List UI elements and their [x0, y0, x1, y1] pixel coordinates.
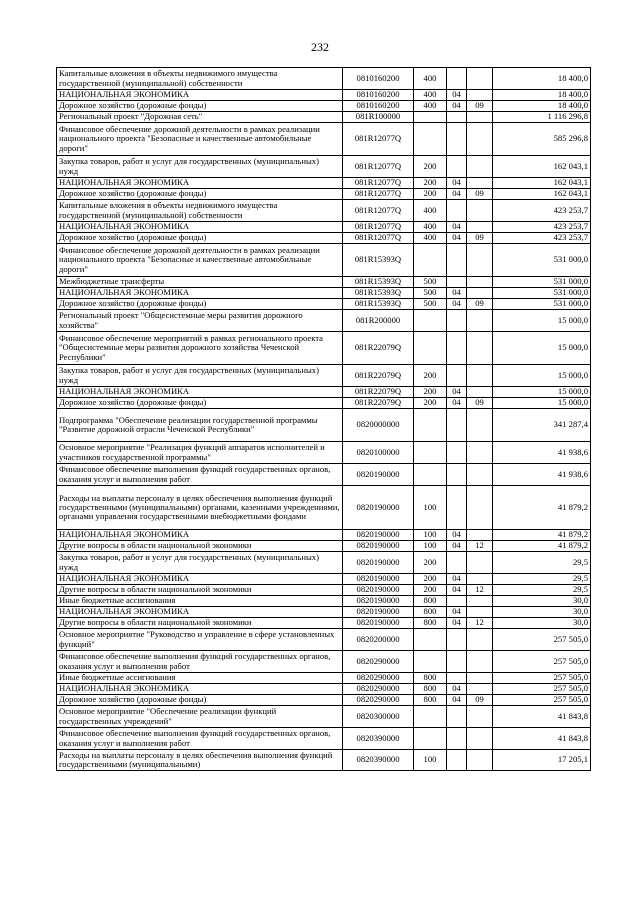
row-name-cell: Закупка товаров, работ и услуг для государственных (муниципальных) нужд [57, 552, 343, 574]
section-cell: 04 [447, 574, 467, 585]
subsection-cell [467, 673, 493, 684]
subsection-cell [467, 706, 493, 728]
section-cell: 04 [447, 222, 467, 233]
subsection-cell [467, 750, 493, 771]
target-code-cell: 081R22079Q [343, 365, 414, 387]
expense-type-cell: 400 [414, 222, 447, 233]
expense-type-cell [414, 442, 447, 464]
table-row [57, 409, 591, 442]
table-row [57, 288, 591, 299]
target-code-cell: 081R22079Q [343, 387, 414, 398]
row-name-cell: Капитальные вложения в объекты недвижимого имущества государственной (муниципальной) собственности [57, 68, 343, 90]
subsection-cell: 09 [467, 398, 493, 409]
expense-type-cell [414, 651, 447, 673]
page-number: 232 [311, 40, 329, 54]
table-row [57, 728, 591, 750]
section-cell [447, 486, 467, 530]
target-code-cell: 0820000000 [343, 409, 414, 442]
target-code-cell: 0820290000 [343, 695, 414, 706]
subsection-cell [467, 552, 493, 574]
table-row [57, 684, 591, 695]
table-row [57, 178, 591, 189]
expense-type-cell: 100 [414, 486, 447, 530]
expense-type-cell [414, 409, 447, 442]
table-row [57, 750, 591, 771]
row-name-cell: НАЦИОНАЛЬНАЯ ЭКОНОМИКА [57, 178, 343, 189]
table-row [57, 200, 591, 222]
row-name-cell: Расходы на выплаты персоналу в целях обеспечения выполнения функций государственными (муниципальными) органами, казенными учреждениями, органами управления государственными внебюджетными фондами [57, 486, 343, 530]
target-code-cell: 081R12077Q [343, 233, 414, 244]
expense-type-cell: 800 [414, 618, 447, 629]
expense-type-cell: 500 [414, 288, 447, 299]
section-cell [447, 156, 467, 178]
table-row [57, 90, 591, 101]
expense-type-cell: 500 [414, 277, 447, 288]
expense-type-cell: 800 [414, 673, 447, 684]
section-cell [447, 442, 467, 464]
expense-type-cell [414, 112, 447, 123]
section-cell: 04 [447, 607, 467, 618]
subsection-cell [467, 607, 493, 618]
expense-type-cell: 200 [414, 189, 447, 200]
amount-cell: 29,5 [493, 585, 591, 596]
row-name-cell: Капитальные вложения в объекты недвижимого имущества государственной (муниципальной) собственности [57, 200, 343, 222]
target-code-cell: 0820190000 [343, 541, 414, 552]
row-name-cell: Дорожное хозяйство (дорожные фонды) [57, 101, 343, 112]
section-cell [447, 123, 467, 156]
row-name-cell: Основное мероприятие "Обеспечение реализации функций государственных учреждений" [57, 706, 343, 728]
subsection-cell [467, 486, 493, 530]
expense-type-cell: 400 [414, 101, 447, 112]
amount-cell: 15 000,0 [493, 332, 591, 365]
subsection-cell: 12 [467, 618, 493, 629]
expense-type-cell: 800 [414, 596, 447, 607]
target-code-cell: 0820390000 [343, 750, 414, 771]
subsection-cell [467, 365, 493, 387]
section-cell [447, 332, 467, 365]
amount-cell: 257 505,0 [493, 651, 591, 673]
target-code-cell: 0820190000 [343, 607, 414, 618]
amount-cell: 162 043,1 [493, 189, 591, 200]
target-code-cell: 081R15393Q [343, 277, 414, 288]
table-row [57, 651, 591, 673]
target-code-cell: 0820190000 [343, 464, 414, 486]
subsection-cell [467, 200, 493, 222]
expense-type-cell [414, 332, 447, 365]
expense-type-cell: 800 [414, 607, 447, 618]
row-name-cell: НАЦИОНАЛЬНАЯ ЭКОНОМИКА [57, 90, 343, 101]
section-cell [447, 706, 467, 728]
target-code-cell: 081R12077Q [343, 123, 414, 156]
subsection-cell [467, 684, 493, 695]
table-row [57, 607, 591, 618]
expense-type-cell: 400 [414, 233, 447, 244]
row-name-cell: Другие вопросы в области национальной экономики [57, 541, 343, 552]
expense-type-cell [414, 706, 447, 728]
row-name-cell: Закупка товаров, работ и услуг для государственных (муниципальных) нужд [57, 156, 343, 178]
amount-cell: 18 400,0 [493, 90, 591, 101]
amount-cell: 15 000,0 [493, 365, 591, 387]
amount-cell: 41 879,2 [493, 486, 591, 530]
expense-type-cell: 400 [414, 68, 447, 90]
target-code-cell: 0820290000 [343, 673, 414, 684]
amount-cell: 1 116 296,8 [493, 112, 591, 123]
amount-cell: 41 938,6 [493, 464, 591, 486]
amount-cell: 18 400,0 [493, 68, 591, 90]
subsection-cell [467, 629, 493, 651]
target-code-cell: 0820390000 [343, 728, 414, 750]
section-cell: 04 [447, 585, 467, 596]
subsection-cell [467, 68, 493, 90]
target-code-cell: 0820190000 [343, 585, 414, 596]
amount-cell: 531 000,0 [493, 277, 591, 288]
subsection-cell [467, 464, 493, 486]
table-row [57, 530, 591, 541]
section-cell: 04 [447, 530, 467, 541]
row-name-cell: Дорожное хозяйство (дорожные фонды) [57, 695, 343, 706]
subsection-cell [467, 277, 493, 288]
expense-type-cell: 200 [414, 365, 447, 387]
row-name-cell: Финансовое обеспечение мероприятий в рамках регионального проекта "Общесистемные меры развития дорожного хозяйства Чеченской Республики" [57, 332, 343, 365]
table-row [57, 618, 591, 629]
target-code-cell: 0810160200 [343, 68, 414, 90]
row-name-cell: Закупка товаров, работ и услуг для государственных (муниципальных) нужд [57, 365, 343, 387]
table-row [57, 486, 591, 530]
row-name-cell: Основное мероприятие "Руководство и управление в сфере установленных функций" [57, 629, 343, 651]
target-code-cell: 0820300000 [343, 706, 414, 728]
amount-cell: 15 000,0 [493, 398, 591, 409]
subsection-cell: 12 [467, 541, 493, 552]
section-cell [447, 596, 467, 607]
section-cell [447, 112, 467, 123]
amount-cell: 257 505,0 [493, 695, 591, 706]
section-cell: 04 [447, 90, 467, 101]
table-row [57, 629, 591, 651]
subsection-cell [467, 222, 493, 233]
section-cell [447, 68, 467, 90]
expense-type-cell: 200 [414, 156, 447, 178]
row-name-cell: Дорожное хозяйство (дорожные фонды) [57, 398, 343, 409]
target-code-cell: 081R22079Q [343, 332, 414, 365]
table-row [57, 299, 591, 310]
table-row [57, 541, 591, 552]
target-code-cell: 0820190000 [343, 552, 414, 574]
table-row [57, 277, 591, 288]
table-row [57, 596, 591, 607]
section-cell: 04 [447, 541, 467, 552]
amount-cell: 30,0 [493, 618, 591, 629]
expense-type-cell: 500 [414, 299, 447, 310]
section-cell: 04 [447, 189, 467, 200]
row-name-cell: Финансовое обеспечение выполнения функций государственных органов, оказания услуг и выполнения работ [57, 728, 343, 750]
row-name-cell: Финансовое обеспечение дорожной деятельности в рамках реализации национального проекта "Безопасные и качественные автомобильные дороги" [57, 123, 343, 156]
row-name-cell: НАЦИОНАЛЬНАЯ ЭКОНОМИКА [57, 684, 343, 695]
row-name-cell: Региональный проект "Общесистемные меры развития дорожного хозяйства" [57, 310, 343, 332]
section-cell [447, 673, 467, 684]
target-code-cell: 081R22079Q [343, 398, 414, 409]
expense-type-cell: 100 [414, 530, 447, 541]
expense-type-cell: 200 [414, 574, 447, 585]
row-name-cell: Финансовое обеспечение выполнения функций государственных органов, оказания услуг и выполнения работ [57, 651, 343, 673]
section-cell [447, 310, 467, 332]
amount-cell: 162 043,1 [493, 178, 591, 189]
expense-type-cell: 100 [414, 541, 447, 552]
subsection-cell: 09 [467, 189, 493, 200]
subsection-cell [467, 288, 493, 299]
subsection-cell [467, 178, 493, 189]
subsection-cell [467, 244, 493, 277]
amount-cell: 341 287,4 [493, 409, 591, 442]
row-name-cell: Иные бюджетные ассигнования [57, 673, 343, 684]
subsection-cell [467, 574, 493, 585]
amount-cell: 41 843,8 [493, 706, 591, 728]
table-row [57, 398, 591, 409]
subsection-cell [467, 112, 493, 123]
budget-table [56, 67, 591, 771]
row-name-cell: Основное мероприятие "Реализация функций аппаратов исполнителей и участников государственной программы" [57, 442, 343, 464]
expense-type-cell: 200 [414, 585, 447, 596]
row-name-cell: Иные бюджетные ассигнования [57, 596, 343, 607]
amount-cell: 257 505,0 [493, 673, 591, 684]
subsection-cell: 09 [467, 299, 493, 310]
table-row [57, 332, 591, 365]
expense-type-cell: 100 [414, 750, 447, 771]
expense-type-cell: 400 [414, 200, 447, 222]
table-row [57, 585, 591, 596]
amount-cell: 585 296,8 [493, 123, 591, 156]
amount-cell: 29,5 [493, 552, 591, 574]
amount-cell: 257 505,0 [493, 629, 591, 651]
row-name-cell: Расходы на выплаты персоналу в целях обеспечения выполнения функций государственными (муниципальными) [57, 750, 343, 771]
amount-cell: 30,0 [493, 596, 591, 607]
table-row [57, 574, 591, 585]
expense-type-cell: 800 [414, 695, 447, 706]
section-cell [447, 464, 467, 486]
amount-cell: 41 938,6 [493, 442, 591, 464]
section-cell [447, 750, 467, 771]
section-cell [447, 552, 467, 574]
expense-type-cell: 400 [414, 90, 447, 101]
row-name-cell: Другие вопросы в области национальной экономики [57, 618, 343, 629]
section-cell: 04 [447, 101, 467, 112]
target-code-cell: 081R12077Q [343, 156, 414, 178]
subsection-cell: 09 [467, 233, 493, 244]
subsection-cell [467, 530, 493, 541]
expense-type-cell [414, 123, 447, 156]
subsection-cell [467, 90, 493, 101]
row-name-cell: Дорожное хозяйство (дорожные фонды) [57, 233, 343, 244]
row-name-cell: Межбюджетные трансферты [57, 277, 343, 288]
section-cell [447, 629, 467, 651]
subsection-cell [467, 651, 493, 673]
table-row [57, 222, 591, 233]
amount-cell: 30,0 [493, 607, 591, 618]
section-cell: 04 [447, 398, 467, 409]
target-code-cell: 0820290000 [343, 651, 414, 673]
section-cell: 04 [447, 233, 467, 244]
row-name-cell: Подпрограмма "Обеспечение реализации государственной программы "Развитие дорожной отрасли Чеченской Республики" [57, 409, 343, 442]
amount-cell: 17 205,1 [493, 750, 591, 771]
table-row [57, 706, 591, 728]
section-cell: 04 [447, 684, 467, 695]
expense-type-cell [414, 728, 447, 750]
expense-type-cell [414, 464, 447, 486]
row-name-cell: Дорожное хозяйство (дорожные фонды) [57, 299, 343, 310]
amount-cell: 531 000,0 [493, 288, 591, 299]
section-cell: 04 [447, 695, 467, 706]
section-cell [447, 728, 467, 750]
budget-table-body [57, 68, 591, 771]
target-code-cell: 0820190000 [343, 618, 414, 629]
expense-type-cell: 200 [414, 552, 447, 574]
subsection-cell [467, 387, 493, 398]
subsection-cell: 12 [467, 585, 493, 596]
target-code-cell: 081R12077Q [343, 189, 414, 200]
row-name-cell: Финансовое обеспечение выполнения функций государственных органов, оказания услуг и выполнения работ [57, 464, 343, 486]
target-code-cell: 081R15393Q [343, 299, 414, 310]
target-code-cell: 081R100000 [343, 112, 414, 123]
table-row [57, 244, 591, 277]
expense-type-cell [414, 244, 447, 277]
expense-type-cell: 200 [414, 387, 447, 398]
table-row [57, 123, 591, 156]
section-cell: 04 [447, 387, 467, 398]
target-code-cell: 0820200000 [343, 629, 414, 651]
section-cell [447, 651, 467, 673]
section-cell [447, 244, 467, 277]
row-name-cell: Дорожное хозяйство (дорожные фонды) [57, 189, 343, 200]
table-row [57, 156, 591, 178]
expense-type-cell: 800 [414, 684, 447, 695]
amount-cell: 29,5 [493, 574, 591, 585]
target-code-cell: 081R15393Q [343, 244, 414, 277]
amount-cell: 41 843,8 [493, 728, 591, 750]
amount-cell: 18 400,0 [493, 101, 591, 112]
amount-cell: 41 879,2 [493, 530, 591, 541]
table-row [57, 101, 591, 112]
section-cell: 04 [447, 299, 467, 310]
target-code-cell: 0820190000 [343, 486, 414, 530]
amount-cell: 162 043,1 [493, 156, 591, 178]
table-row [57, 365, 591, 387]
subsection-cell [467, 332, 493, 365]
target-code-cell: 081R12077Q [343, 178, 414, 189]
amount-cell: 423 253,7 [493, 200, 591, 222]
subsection-cell [467, 310, 493, 332]
row-name-cell: НАЦИОНАЛЬНАЯ ЭКОНОМИКА [57, 387, 343, 398]
target-code-cell: 081R12077Q [343, 222, 414, 233]
target-code-cell: 0820190000 [343, 574, 414, 585]
section-cell: 04 [447, 618, 467, 629]
expense-type-cell: 200 [414, 178, 447, 189]
section-cell [447, 277, 467, 288]
target-code-cell: 0820190000 [343, 530, 414, 541]
table-row [57, 387, 591, 398]
table-row [57, 695, 591, 706]
row-name-cell: Финансовое обеспечение дорожной деятельности в рамках реализации национального проекта "Безопасные и качественные автомобильные дороги" [57, 244, 343, 277]
expense-type-cell: 200 [414, 398, 447, 409]
subsection-cell [467, 728, 493, 750]
row-name-cell: Другие вопросы в области национальной экономики [57, 585, 343, 596]
table-row [57, 189, 591, 200]
target-code-cell: 0820100000 [343, 442, 414, 464]
target-code-cell: 081R12077Q [343, 200, 414, 222]
target-code-cell: 081R15393Q [343, 288, 414, 299]
amount-cell: 423 253,7 [493, 222, 591, 233]
subsection-cell: 09 [467, 695, 493, 706]
subsection-cell [467, 156, 493, 178]
subsection-cell [467, 123, 493, 156]
row-name-cell: НАЦИОНАЛЬНАЯ ЭКОНОМИКА [57, 574, 343, 585]
subsection-cell: 09 [467, 101, 493, 112]
amount-cell: 257 505,0 [493, 684, 591, 695]
table-row [57, 233, 591, 244]
amount-cell: 531 000,0 [493, 299, 591, 310]
target-code-cell: 0810160200 [343, 90, 414, 101]
expense-type-cell [414, 310, 447, 332]
row-name-cell: НАЦИОНАЛЬНАЯ ЭКОНОМИКА [57, 530, 343, 541]
table-row [57, 442, 591, 464]
amount-cell: 423 253,7 [493, 233, 591, 244]
amount-cell: 531 000,0 [493, 244, 591, 277]
row-name-cell: НАЦИОНАЛЬНАЯ ЭКОНОМИКА [57, 288, 343, 299]
table-row [57, 673, 591, 684]
amount-cell: 15 000,0 [493, 310, 591, 332]
row-name-cell: НАЦИОНАЛЬНАЯ ЭКОНОМИКА [57, 607, 343, 618]
table-row [57, 464, 591, 486]
table-row [57, 552, 591, 574]
table-row [57, 112, 591, 123]
subsection-cell [467, 596, 493, 607]
section-cell [447, 409, 467, 442]
target-code-cell: 0820290000 [343, 684, 414, 695]
subsection-cell [467, 442, 493, 464]
table-row [57, 68, 591, 90]
amount-cell: 41 879,2 [493, 541, 591, 552]
section-cell [447, 365, 467, 387]
subsection-cell [467, 409, 493, 442]
section-cell: 04 [447, 178, 467, 189]
section-cell: 04 [447, 288, 467, 299]
table-row [57, 310, 591, 332]
expense-type-cell [414, 629, 447, 651]
target-code-cell: 0820190000 [343, 596, 414, 607]
target-code-cell: 0810160200 [343, 101, 414, 112]
row-name-cell: Региональный проект "Дорожная сеть" [57, 112, 343, 123]
row-name-cell: НАЦИОНАЛЬНАЯ ЭКОНОМИКА [57, 222, 343, 233]
target-code-cell: 081R200000 [343, 310, 414, 332]
amount-cell: 15 000,0 [493, 387, 591, 398]
section-cell [447, 200, 467, 222]
